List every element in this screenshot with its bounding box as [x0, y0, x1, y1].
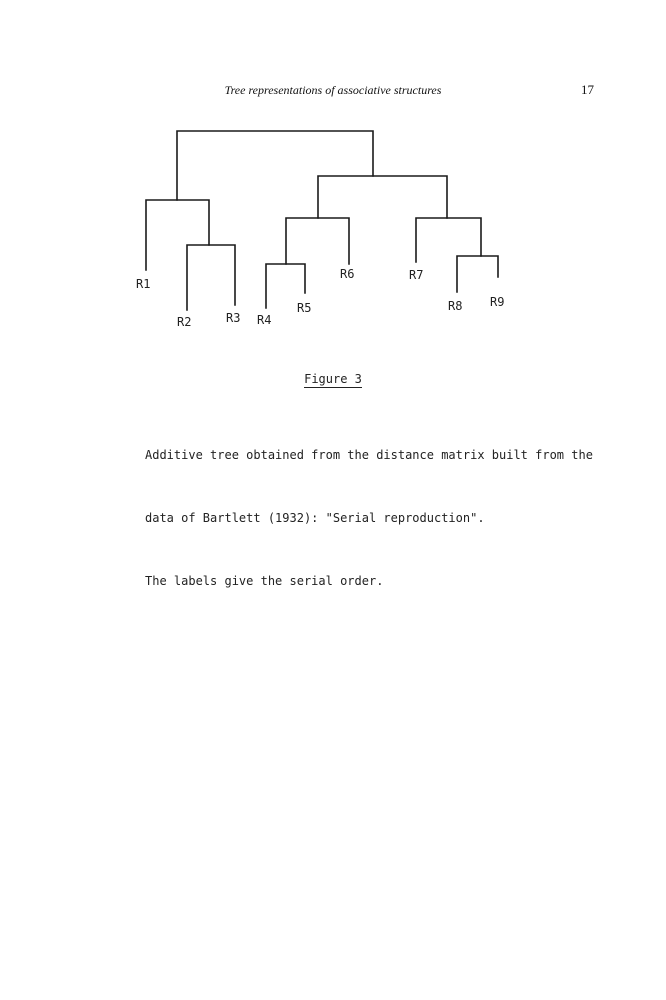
leaf-label-r2: R2	[177, 315, 192, 329]
branch-r1-r2r3	[146, 200, 209, 270]
caption-line-3: The labels give the serial order.	[145, 574, 384, 588]
caption-line-2: data of Bartlett (1932): "Serial reproduction".	[145, 511, 485, 525]
branch-r4r5-r6	[286, 218, 349, 264]
leaf-label-r3: R3	[226, 311, 241, 325]
additive-tree-diagram	[0, 110, 666, 360]
additive-tree-figure	[0, 110, 666, 360]
leaf-label-r6: R6	[340, 267, 355, 281]
leaf-label-r7: R7	[409, 268, 424, 282]
leaf-label-r9: R9	[490, 295, 505, 309]
branch-r2-r3	[187, 245, 235, 310]
running-title: Tree representations of associative structures	[224, 83, 442, 97]
figure-caption	[145, 403, 605, 634]
leaf-label-r8: R8	[448, 299, 463, 313]
branch-root	[177, 131, 373, 200]
branch-r8-r9	[457, 256, 498, 292]
caption-line-1: Additive tree obtained from the distance matrix built from the	[145, 448, 593, 462]
page-number: 17	[581, 82, 594, 97]
leaf-label-r1: R1	[136, 277, 151, 291]
figure-label-text: Figure 3	[304, 372, 362, 386]
leaf-label-r5: R5	[297, 301, 312, 315]
branch-right-main	[318, 176, 447, 218]
leaf-label-r4: R4	[257, 313, 272, 327]
figure-label	[0, 372, 666, 386]
page-header	[0, 0, 666, 110]
